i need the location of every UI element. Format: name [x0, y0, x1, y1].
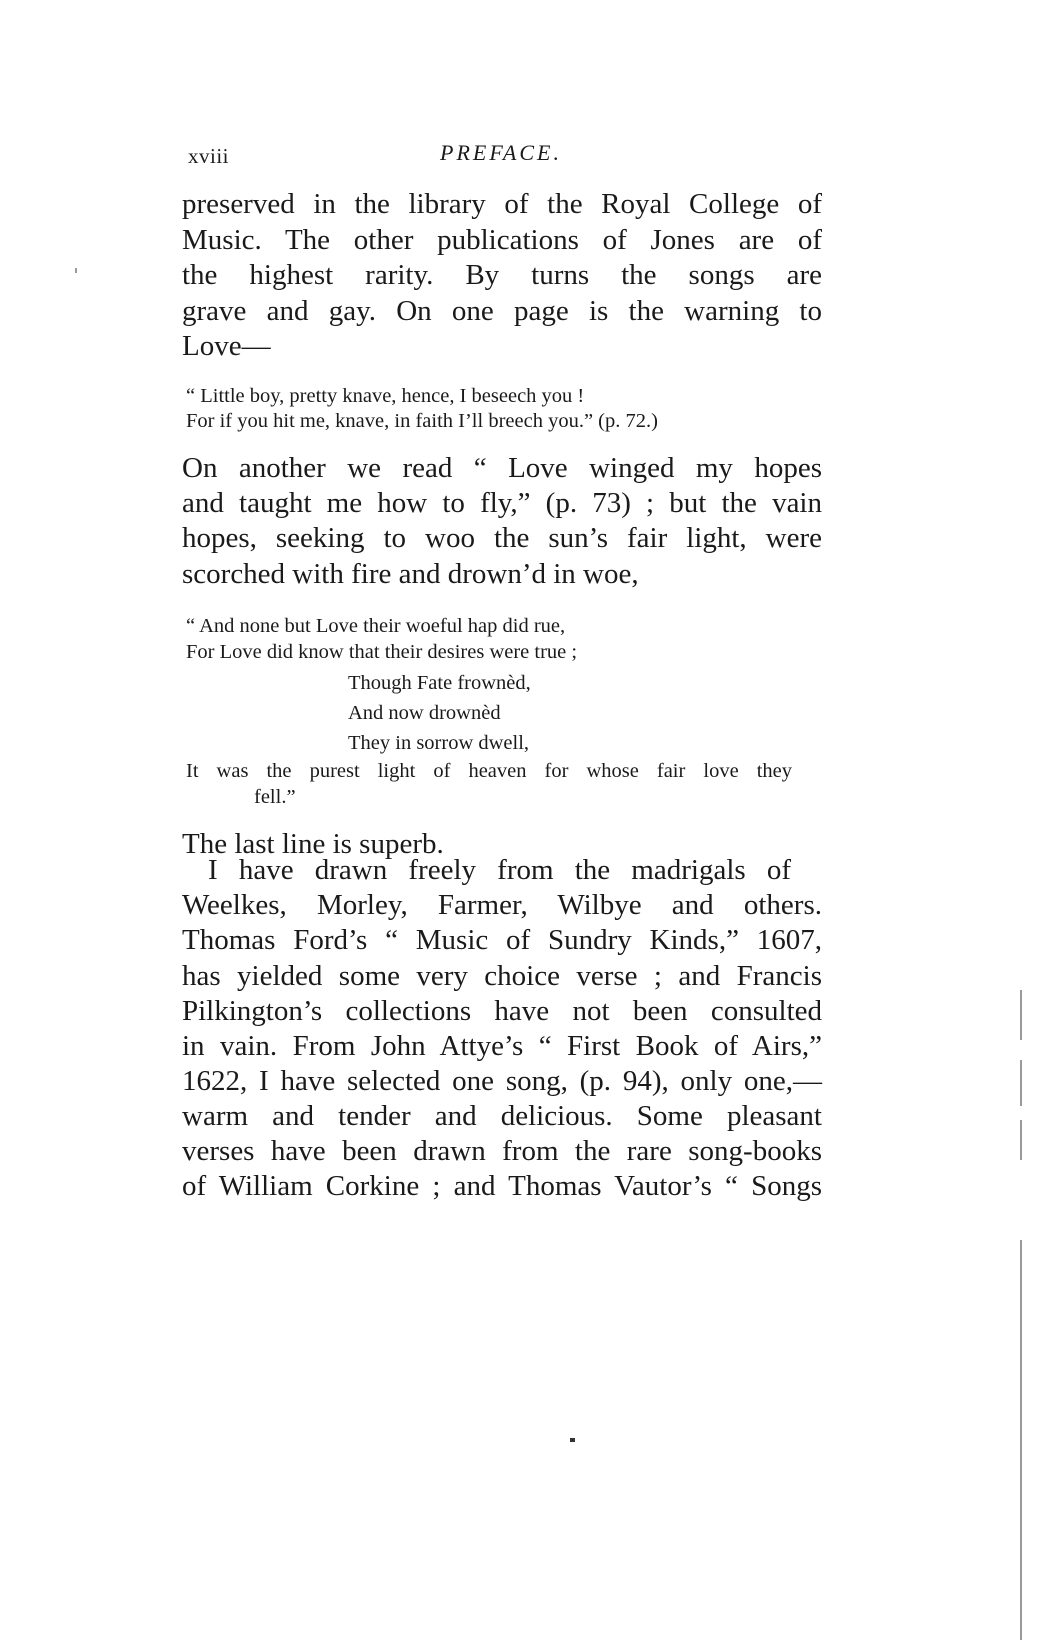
verse-line: It was the purest light of heaven for whose fair love they	[186, 760, 792, 782]
text-line: and taught me how to fly,” (p. 73) ; but the vain	[182, 487, 822, 519]
text-line: Pilkington’s collections have not been consulted	[182, 995, 822, 1027]
verse-line: Though Fate frownèd,	[348, 672, 531, 694]
text-line: has yielded some very choice verse ; and Francis	[182, 960, 822, 992]
running-head: PREFACE.	[440, 140, 562, 165]
text-line: grave and gay. On one page is the warning to	[182, 295, 822, 327]
text-line: verses have been drawn from the rare song-books	[182, 1135, 822, 1167]
text-line: warm and tender and delicious. Some pleasant	[182, 1100, 822, 1132]
page-header	[188, 140, 828, 170]
verse-line: For Love did know that their desires were true ;	[186, 641, 578, 663]
verse-line: They in sorrow dwell,	[348, 732, 530, 754]
scan-edge-mark	[1020, 1240, 1022, 1640]
text-line: The last line is superb.	[182, 828, 444, 860]
text-line: Love—	[182, 330, 271, 362]
text-line: 1622, I have selected one song, (p. 94), only one,—	[182, 1065, 822, 1097]
verse-line: For if you hit me, knave, in faith I’ll breech you.” (p. 72.)	[186, 410, 658, 432]
scan-edge-mark	[1020, 990, 1022, 1040]
text-line: in vain. From John Attye’s “ First Book of Airs,”	[182, 1030, 822, 1062]
text-line: Music. The other publications of Jones are of	[182, 224, 822, 256]
text-line: of William Corkine ; and Thomas Vautor’s “ Songs	[182, 1170, 822, 1202]
verse-line: fell.”	[254, 786, 296, 808]
text-line: I have drawn freely from the madrigals of	[208, 854, 791, 886]
text-line: On another we read “ Love winged my hopes	[182, 452, 822, 484]
text-line: the highest rarity. By turns the songs are	[182, 259, 822, 291]
scan-edge-mark	[1020, 1060, 1022, 1106]
scan-edge-mark	[1020, 1120, 1022, 1160]
verse-line: And now drownèd	[348, 702, 501, 724]
scan-speck	[75, 268, 77, 273]
text-line: scorched with fire and drown’d in woe,	[182, 558, 639, 590]
text-line: Weelkes, Morley, Farmer, Wilbye and others.	[182, 889, 822, 921]
verse-line: “ Little boy, pretty knave, hence, I beseech you !	[186, 385, 585, 407]
text-line: hopes, seeking to woo the sun’s fair light, were	[182, 522, 822, 554]
page-number: xviii	[188, 144, 230, 168]
text-line: preserved in the library of the Royal College of	[182, 188, 822, 220]
verse-line: “ And none but Love their woeful hap did rue,	[186, 615, 566, 637]
scan-speck	[570, 1438, 575, 1442]
text-line: Thomas Ford’s “ Music of Sundry Kinds,” 1607,	[182, 924, 822, 956]
